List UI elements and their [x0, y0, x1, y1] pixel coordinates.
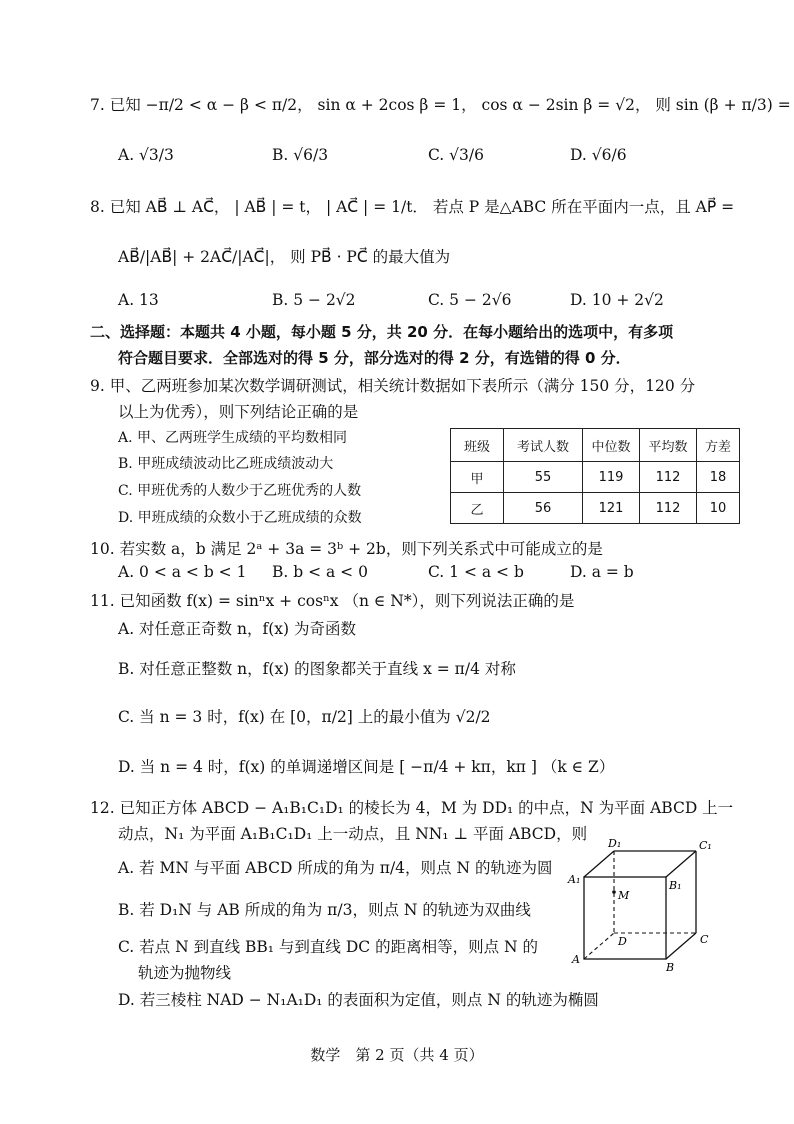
label-c1: C₁ — [699, 839, 712, 852]
q10-option-a: A. 0 < a < b < 1 — [118, 563, 247, 581]
page-footer: 数学 第 2 页（共 4 页） — [310, 1046, 484, 1064]
q11-option-b: B. 对任意正整数 n，f(x) 的图象都关于直线 x = π/4 对称 — [118, 660, 516, 678]
label-d1: D₁ — [608, 837, 622, 850]
table-cell: 119 — [583, 462, 640, 493]
q7-stem: 7. 已知 −π/2 < α − β < π/2， sin α + 2cos β = 1， cos α − 2sin β = √2， 则 sin (β + π/3) = — [90, 96, 791, 114]
table-header-row — [451, 429, 740, 462]
table-cell: 121 — [583, 493, 640, 524]
q11-stem: 11. 已知函数 f(x) = sinⁿx + cosⁿx （n ∈ N*），则下列说法正确的是 — [90, 592, 575, 610]
label-d: D — [618, 935, 627, 948]
q10-option-b: B. b < a < 0 — [272, 563, 368, 581]
q7-option-d: D. √6/6 — [570, 146, 627, 164]
q12-option-c: C. 若点 N 到直线 BB₁ 与到直线 DC 的距离相等，则点 N 的 — [118, 938, 538, 956]
q10-option-c: C. 1 < a < b — [428, 563, 524, 581]
table-cell: 乙 — [451, 493, 504, 524]
cube-figure — [560, 835, 720, 975]
q9-stem-line2: 以上为优秀），则下列结论正确的是 — [118, 403, 359, 421]
q11-option-d: D. 当 n = 4 时，f(x) 的单调递增区间是 [ −π/4 + kπ，kπ ] （k ∈ Z） — [118, 758, 615, 776]
q8-option-b: B. 5 − 2√2 — [272, 291, 356, 309]
q12-option-c-cont: 轨迹为抛物线 — [138, 964, 232, 982]
cube-edge — [666, 851, 696, 877]
table-header-cell: 考试人数 — [504, 429, 583, 462]
cube-hidden-edge — [584, 933, 614, 959]
q9-stem-line1: 9. 甲、乙两班参加某次数学调研测试，相关统计数据如下表所示（满分 150 分，120 分 — [90, 377, 696, 395]
q9-option-c: C. 甲班优秀的人数少于乙班优秀的人数 — [118, 483, 362, 499]
table-row — [451, 462, 740, 493]
q12-option-b: B. 若 D₁N 与 AB 所成的角为 π/3，则点 N 的轨迹为双曲线 — [118, 901, 531, 919]
point-m — [612, 890, 616, 894]
q7-option-c: C. √3/6 — [428, 146, 484, 164]
table-cell: 甲 — [451, 462, 504, 493]
q12-option-d: D. 若三棱柱 NAD − N₁A₁D₁ 的表面积为定值，则点 N 的轨迹为椭圆 — [118, 991, 599, 1009]
q9-stats-table — [450, 428, 740, 524]
cube-edge — [666, 933, 696, 959]
q11-option-a: A. 对任意正奇数 n，f(x) 为奇函数 — [118, 620, 356, 638]
label-a: A — [572, 953, 580, 966]
table-cell: 55 — [504, 462, 583, 493]
q9-option-b: B. 甲班成绩波动比乙班成绩波动大 — [118, 456, 334, 472]
q8-option-d: D. 10 + 2√2 — [570, 291, 664, 309]
cube-edge — [584, 851, 614, 877]
table-cell: 112 — [640, 493, 697, 524]
table-cell: 112 — [640, 462, 697, 493]
q11-option-c: C. 当 n = 3 时，f(x) 在 [0，π/2] 上的最小值为 √2/2 — [118, 708, 491, 726]
q10-option-d: D. a = b — [570, 563, 634, 581]
section2-line1: 二、选择题：本题共 4 小题，每小题 5 分，共 20 分．在每小题给出的选项中，有多项 — [90, 323, 674, 341]
q7-option-a: A. √3/3 — [118, 146, 174, 164]
table-row — [451, 493, 740, 524]
table-cell: 18 — [697, 462, 740, 493]
q9-option-a: A. 甲、乙两班学生成绩的平均数相同 — [118, 430, 348, 446]
q8-stem-line2: AB⃗/|AB⃗| + 2AC⃗/|AC⃗|， 则 PB⃗ · PC⃗ 的最大值为 — [118, 248, 451, 266]
q8-option-c: C. 5 − 2√6 — [428, 291, 512, 309]
label-m: M — [618, 889, 630, 902]
label-a1: A₁ — [568, 873, 581, 886]
q8-stem-line1: 8. 已知 AB⃗ ⊥ AC⃗， | AB⃗ | = t， | AC⃗ | = 1/t． 若点 P 是△ABC 所在平面内一点，且 AP⃗ = — [90, 198, 735, 216]
q7-option-b: B. √6/3 — [272, 146, 329, 164]
label-c: C — [700, 933, 709, 946]
q12-stem-line1: 12. 已知正方体 ABCD − A₁B₁C₁D₁ 的棱长为 4，M 为 DD₁ 的中点，N 为平面 ABCD 上一 — [90, 799, 734, 817]
label-b1: B₁ — [669, 879, 682, 892]
table-header-cell: 平均数 — [640, 429, 697, 462]
table-header-cell: 方差 — [697, 429, 740, 462]
section2-line2: 符合题目要求．全部选对的得 5 分，部分选对的得 2 分，有选错的得 0 分． — [118, 349, 631, 367]
q8-option-a: A. 13 — [118, 291, 159, 309]
q10-stem: 10. 若实数 a，b 满足 2ᵃ + 3a = 3ᵇ + 2b，则下列关系式中可能成立的是 — [90, 540, 603, 558]
table-cell: 10 — [697, 493, 740, 524]
q12-option-a: A. 若 MN 与平面 ABCD 所成的角为 π/4，则点 N 的轨迹为圆 — [118, 859, 553, 877]
label-b: B — [666, 961, 675, 974]
q9-option-d: D. 甲班成绩的众数小于乙班成绩的众数 — [118, 510, 362, 526]
table-header-cell: 中位数 — [583, 429, 640, 462]
table-cell: 56 — [504, 493, 583, 524]
q12-stem-line2: 动点，N₁ 为平面 A₁B₁C₁D₁ 上一动点，且 NN₁ ⊥ 平面 ABCD，则 — [118, 825, 588, 843]
table-header-cell: 班级 — [451, 429, 504, 462]
